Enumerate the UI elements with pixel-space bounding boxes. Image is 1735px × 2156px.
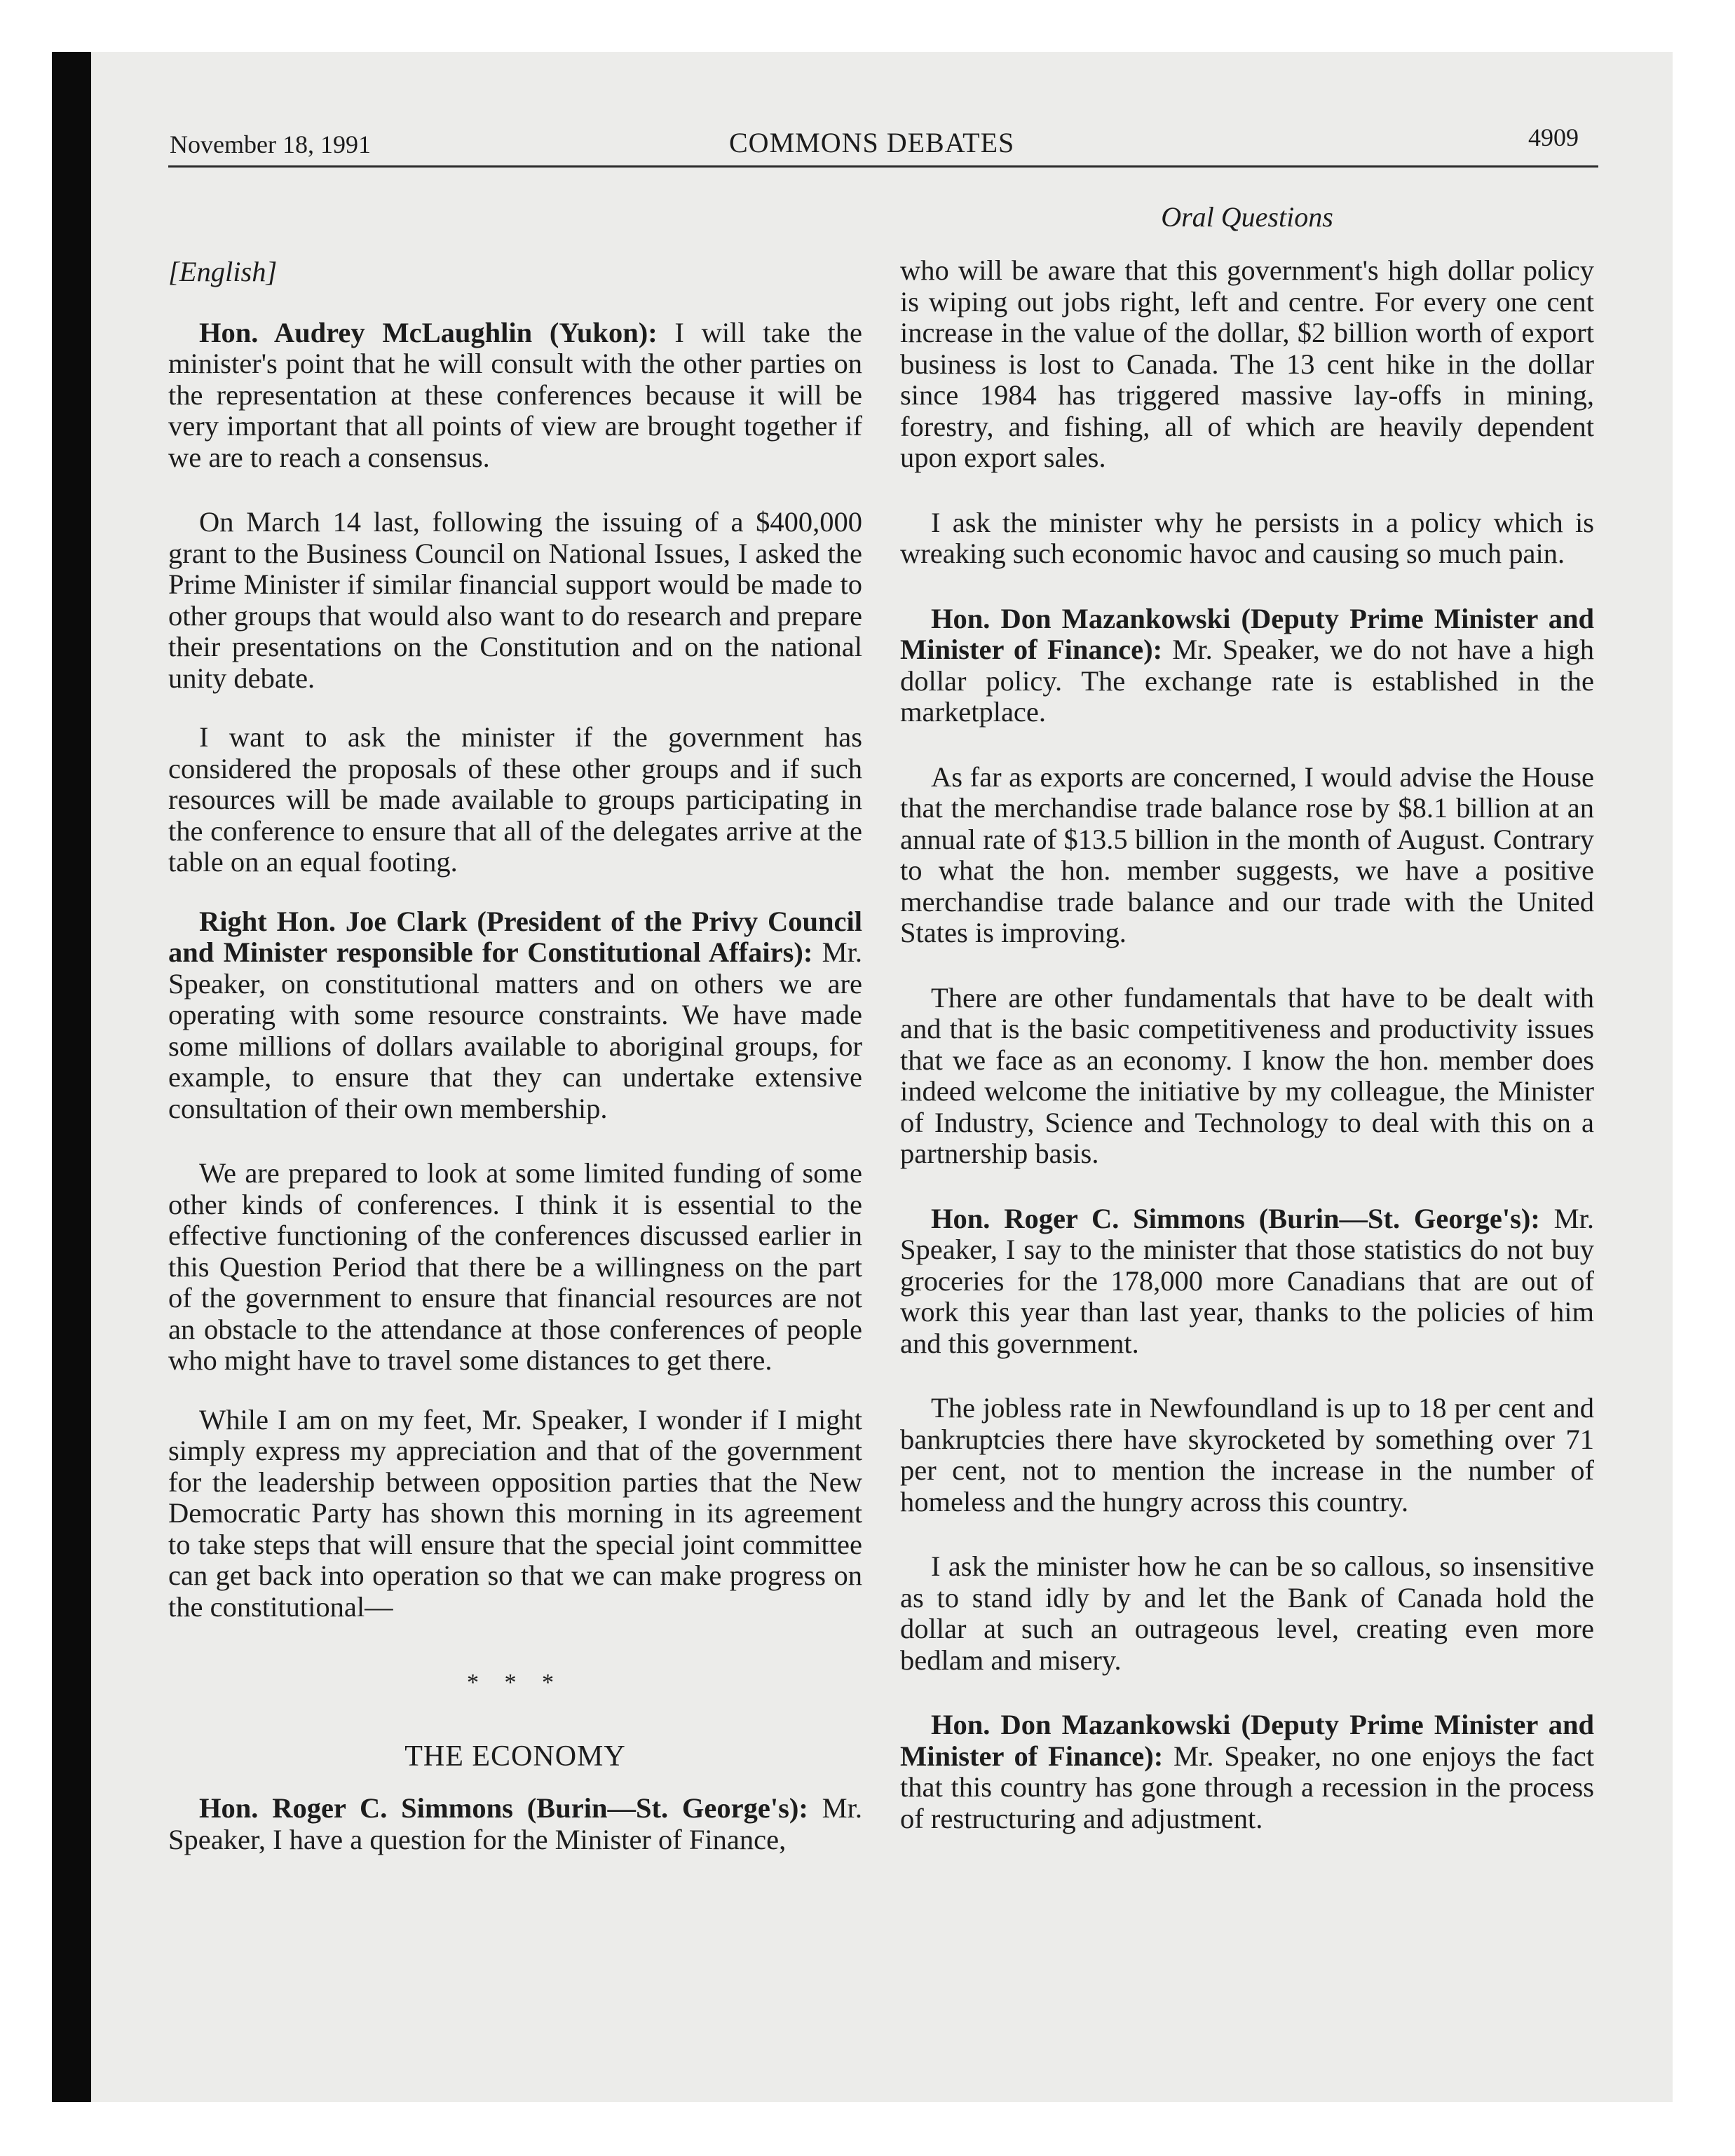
paragraph: The jobless rate in Newfoundland is up to 18 per cent and bankruptcies there have skyrocketed by something over 71 per cent, not to mention the increase in the number of homeless and the hungry across this country. bbox=[900, 1392, 1594, 1517]
left-column bbox=[168, 257, 862, 1855]
language-tag: [English] bbox=[168, 256, 278, 287]
speech-text: I will take the minister's point that he will consult with the other parties on the representation at these conferences because it will be very important that all points of view are brought together if we are to reach a consensus. bbox=[168, 316, 862, 473]
header-rule bbox=[168, 165, 1598, 168]
section-separator: * * * bbox=[467, 1670, 564, 1696]
speaker-name: Hon. Don Mazankowski (Deputy Prime Minister and Minister of Finance): bbox=[900, 1709, 1594, 1772]
paragraph: We are prepared to look at some limited funding of some other kinds of conferences. I think it is essential to the effective functioning of the conferences discussed earlier in this Question Period that there be a willingness on the part of the government to ensure that financial resources are not an obstacle to the attendance at those conferences of people who might have to travel some distances to get there. bbox=[168, 1157, 862, 1376]
paragraph: On March 14 last, following the issuing of a $400,000 grant to the Business Council on National Issues, I asked the Prime Minister if similar financial support would be made to other groups that would also want to do research and prepare their presentations on the Constitution and on the national unity debate. bbox=[168, 506, 862, 694]
binding-edge bbox=[52, 52, 91, 2102]
paragraph bbox=[168, 1793, 862, 1855]
speaker-name: Hon. Roger C. Simmons (Burin—St. George's): bbox=[931, 1202, 1540, 1234]
paragraph: I ask the minister why he persists in a policy which is wreaking such economic havoc and causing so much pain. bbox=[900, 506, 1594, 569]
speech-text: Mr. Speaker, no one enjoys the fact that this country has gone through a recession in the process of restructuring and adjustment. bbox=[900, 1740, 1594, 1834]
paragraph: I want to ask the minister if the government has considered the proposals of these other groups and if such resources will be made available to groups participating in the conference to ensure that all of the delegates arrive at the table on an equal footing. bbox=[168, 721, 862, 878]
paragraph bbox=[900, 1710, 1594, 1834]
speaker-name: Hon. Don Mazankowski (Deputy Prime Minister and Minister of Finance): bbox=[900, 602, 1594, 665]
paragraph bbox=[168, 906, 862, 1125]
speaker-name: Right Hon. Joe Clark (President of the Privy Council and Minister responsible for Constitutional Affairs): bbox=[168, 905, 862, 968]
paragraph bbox=[900, 1203, 1594, 1360]
header-date: November 18, 1991 bbox=[170, 130, 371, 158]
running-head: Oral Questions bbox=[1161, 201, 1333, 233]
page-number: 4909 bbox=[1528, 123, 1579, 151]
speaker-name: Hon. Audrey McLaughlin (Yukon): bbox=[199, 316, 658, 348]
right-column bbox=[900, 255, 1594, 1834]
paragraph: As far as exports are concerned, I would advise the House that the merchandise trade balance rose by $8.1 billion at an annual rate of $13.5 billion in the month of August. Contrary to what the hon. member suggests, we have a positive merchandise trade balance and our trade with the United States is improving. bbox=[900, 760, 1594, 948]
speech-text: Mr. Speaker, on constitutional matters and on others we are operating with some resource constraints. We have made some millions of dollars available to aboriginal groups, for example, to ensure that they can undertake extensive consultation of their own membership. bbox=[168, 936, 863, 1124]
speaker-name: Hon. Roger C. Simmons (Burin—St. George's): bbox=[199, 1792, 808, 1824]
section-heading: THE ECONOMY bbox=[404, 1740, 626, 1773]
speech-text: Mr. Speaker, we do not have a high dollar policy. The exchange rate is established in the marketplace. bbox=[900, 634, 1594, 728]
paragraph: who will be aware that this government's high dollar policy is wiping out jobs right, left and centre. For every one cent increase in the value of the dollar, $2 billion worth of export business is lost to Canada. The 13 cent hike in the dollar since 1984 has triggered massive lay-offs in mining, forestry, and fishing, all of which are heavily dependent upon export sales. bbox=[900, 254, 1594, 473]
paragraph: There are other fundamentals that have to be dealt with and that is the basic competitiveness and productivity issues that we face as an economy. I know the hon. member does indeed welcome the initiative by my colleague, the Minister of Industry, Science and Technology to deal with this on a partnership basis. bbox=[900, 981, 1594, 1169]
speech-text: Mr. Speaker, I say to the minister that those statistics do not buy groceries for the 178,000 more Canadians that are out of work this year than last year, thanks to the policies of him and this government. bbox=[900, 1202, 1595, 1359]
speech-text: Mr. Speaker, I have a question for the Minister of Finance, bbox=[168, 1792, 863, 1855]
paragraph: I ask the minister how he can be so callous, so insensitive as to stand idly by and let the Bank of Canada hold the dollar at such an outrageous level, creating even more bedlam and misery. bbox=[900, 1550, 1594, 1676]
header-title: COMMONS DEBATES bbox=[729, 127, 1015, 158]
paragraph: While I am on my feet, Mr. Speaker, I wonder if I might simply express my appreciation and that of the government for the leadership between opposition parties that the New Democratic Party has shown this morning in its agreement to take steps that will ensure that the special joint committee can get back into operation so that we can make progress on the constitutional— bbox=[168, 1403, 862, 1623]
paragraph bbox=[900, 603, 1594, 728]
paragraph bbox=[168, 318, 862, 474]
